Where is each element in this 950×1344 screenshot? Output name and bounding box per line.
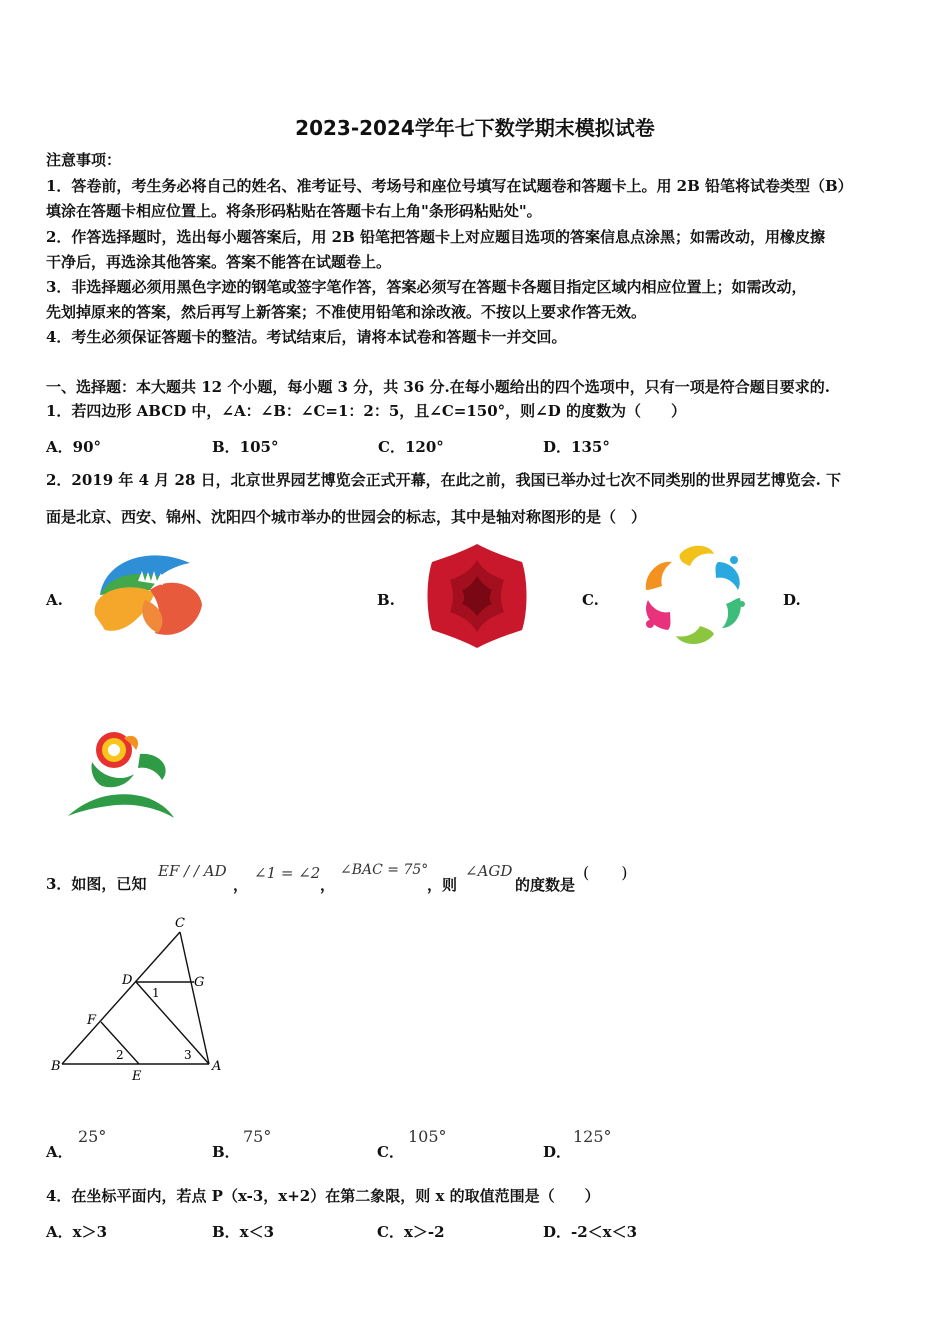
q2-option-c[interactable]: C. <box>582 591 599 609</box>
q3-suffix: 的度数是 <box>515 876 576 894</box>
q3-option-a[interactable]: A． <box>46 1143 73 1161</box>
q3-option-b[interactable]: B． <box>212 1143 240 1161</box>
notice-line: 干净后，再选涂其他答案。答案不能答在试题卷上。 <box>46 253 392 271</box>
q3-text-then: ，则 <box>427 876 458 894</box>
q3-math-agd: ∠AGD <box>465 862 513 880</box>
side-ca <box>180 932 209 1064</box>
angle-2-label: 2 <box>116 1048 124 1062</box>
label-b: B <box>51 1059 61 1074</box>
q3-math-parallel: EF / / AD <box>158 862 227 880</box>
label-e: E <box>132 1069 142 1084</box>
notice-line: 4．考生必须保证答题卡的整洁。考试结束后，请将本试卷和答题卡一并交回。 <box>46 328 567 346</box>
question-4-stem: 4．在坐标平面内，若点 P（x-3，x+2）在第二象限，则 x 的取值范围是（ ） <box>46 1187 600 1205</box>
q3-prefix: 3．如图，已知 <box>46 875 147 893</box>
q3-option-b-value: 75° <box>243 1127 272 1146</box>
xian-expo-logo[interactable] <box>422 540 532 652</box>
jinzhou-expo-logo[interactable] <box>638 542 748 650</box>
segment-da <box>136 982 209 1064</box>
q4-option-a[interactable]: A．x＞3 <box>46 1223 108 1241</box>
q1-option-a[interactable]: A．90° <box>46 438 102 456</box>
q3-math-bac: ∠BAC = 75° <box>340 862 429 878</box>
q3-math-angles: ∠1 = ∠2 <box>254 864 321 882</box>
q2-option-d[interactable]: D. <box>783 591 801 609</box>
q3-separator: ， <box>233 876 249 894</box>
q4-option-b[interactable]: B．x＜3 <box>212 1223 275 1241</box>
shenyang-expo-logo[interactable] <box>62 728 180 824</box>
q3-option-d[interactable]: D． <box>543 1143 572 1161</box>
q3-answer-paren: ( ) <box>583 863 628 882</box>
q3-option-a-value: 25° <box>78 1127 107 1146</box>
notice-line: 填涂在答题卡相应位置上。将条形码粘贴在答题卡右上角"条形码粘贴处"。 <box>46 202 542 220</box>
question-2-stem: 面是北京、西安、锦州、沈阳四个城市举办的世园会的标志，其中是轴对称图形的是（ ） <box>46 508 647 526</box>
label-c: C <box>175 916 185 931</box>
notice-heading: 注意事项： <box>46 151 122 169</box>
section-heading: 一、选择题：本大题共 12 个小题，每小题 3 分，共 36 分.在每小题给出的四个选项中，只有一项是符合题目要求的. <box>46 378 830 396</box>
notice-line: 2．作答选择题时，选出每小题答案后，用 2B 铅笔把答题卡上对应题目选项的答案信息点涂黑；如需改动，用橡皮擦 <box>46 228 826 246</box>
label-d: D <box>122 973 133 988</box>
q4-option-c[interactable]: C．x＞-2 <box>377 1223 445 1241</box>
notice-line: 3．非选择题必须用黑色字迹的钢笔或签字笔作答，答案必须写在答题卡各题目指定区域内相应位置上；如需改动， <box>46 278 807 296</box>
q4-option-d[interactable]: D．-2＜x＜3 <box>543 1223 638 1241</box>
notice-line: 先划掉原来的答案，然后再写上新答案；不准使用铅笔和涂改液。不按以上要求作答无效。 <box>46 303 647 321</box>
question-2-stem: 2．2019 年 4 月 28 日，北京世界园艺博览会正式开幕，在此之前，我国已举办过七次不同类别的世界园艺博览会. 下 <box>46 471 842 489</box>
page-title: 2023-2024学年七下数学期末模拟试卷 <box>295 116 655 140</box>
notice-line: 1．答卷前，考生务必将自己的姓名、准考证号、考场号和座位号填写在试题卷和答题卡上。用 2B 铅笔将试卷类型（B） <box>46 177 853 195</box>
question-1-stem: 1．若四边形 ABCD 中，∠A：∠B：∠C=1：2：5，且∠C=150°，则∠D 的度数为（ ） <box>46 402 686 420</box>
triangle-figure <box>44 912 234 1088</box>
q2-option-b[interactable]: B. <box>377 591 395 609</box>
q1-option-c[interactable]: C．120° <box>378 438 444 456</box>
label-a: A <box>212 1059 222 1074</box>
q1-option-d[interactable]: D．135° <box>543 438 610 456</box>
q3-option-d-value: 125° <box>573 1127 612 1146</box>
q3-option-c-value: 105° <box>408 1127 447 1146</box>
beijing-expo-logo[interactable] <box>90 545 210 645</box>
q3-separator: ， <box>320 876 336 894</box>
q2-option-a[interactable]: A. <box>46 591 63 609</box>
angle-1-label: 1 <box>152 986 160 1000</box>
q1-option-b[interactable]: B．105° <box>212 438 279 456</box>
label-g: G <box>194 975 205 990</box>
angle-3-label: 3 <box>184 1048 192 1062</box>
q3-option-c[interactable]: C． <box>377 1143 404 1161</box>
label-f: F <box>87 1013 97 1028</box>
question-3-stem <box>46 874 146 894</box>
